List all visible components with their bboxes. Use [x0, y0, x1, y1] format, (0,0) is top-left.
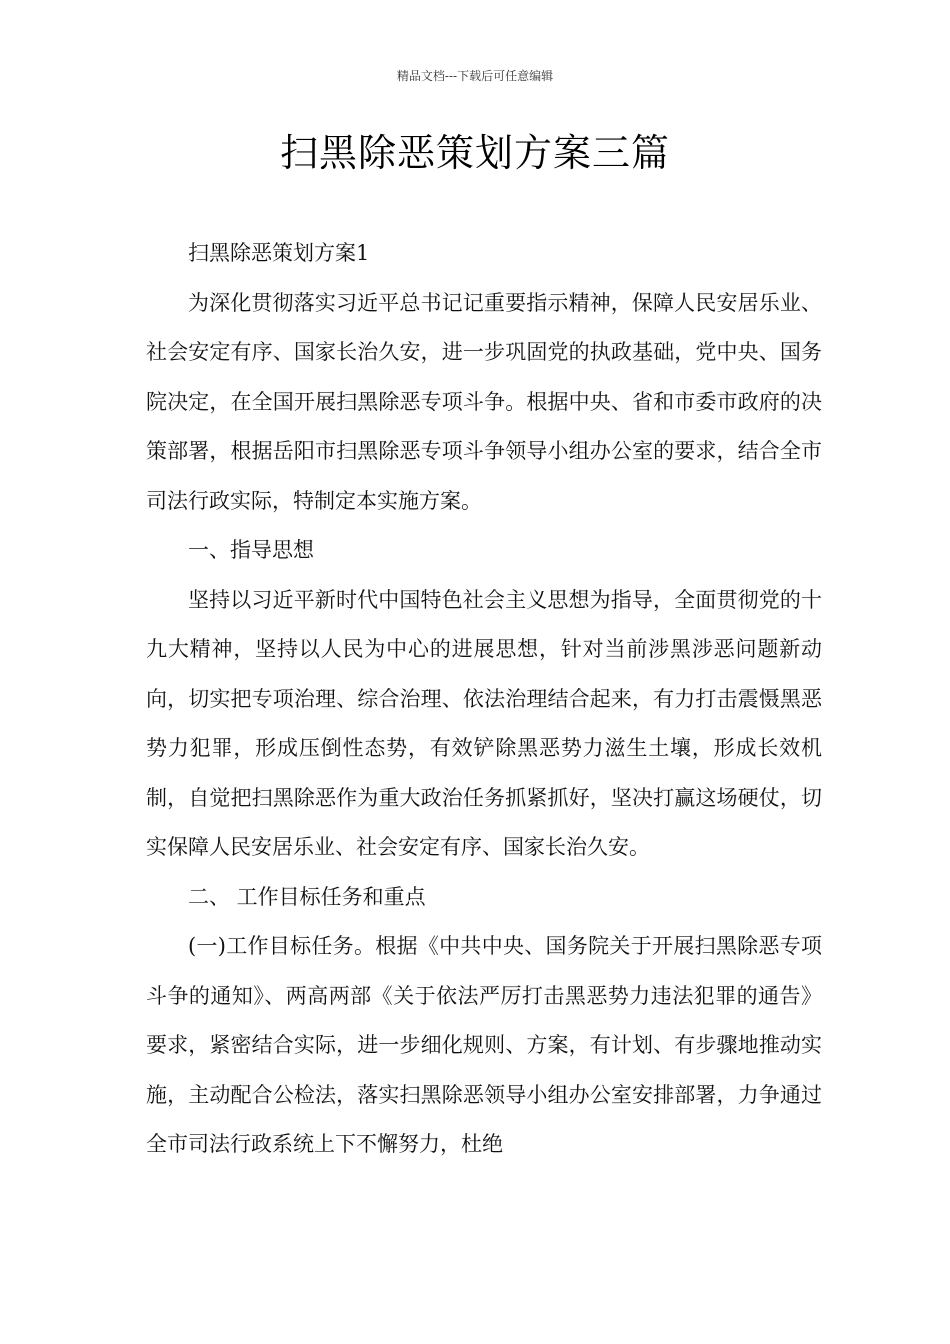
body-paragraph: (一)工作目标任务。根据《中共中央、国务院关于开展扫黑除恶专项斗争的通知》、两高两部《关于依法严厉打击黑恶势力违法犯罪的通告》要求，紧密结合实际，进一步细化规则、方案，有计划、有步骤地推动实施，主动配合公检法，落实扫黑除恶领导小组办公室安排部署，力争通过全市司法行政系统上下不懈努力，杜绝 [146, 934, 822, 1156]
body-paragraph: 坚持以习近平新时代中国特色社会主义思想为指导，全面贯彻党的十九大精神，坚持以人民为中心的进展思想，针对当前涉黑涉恶问题新动向，切实把专项治理、综合治理、依法治理结合起来，有力打击震慑黑恶势力犯罪，形成压倒性态势，有效铲除黑恶势力滋生土壤，形成长效机制，自觉把扫黑除恶作为重大政治任务抓紧抓好，坚决打赢这场硬仗，切实保障人民安居乐业、社会安定有序、国家长治久安。 [146, 587, 822, 859]
document-body [146, 229, 822, 1170]
section-heading: 一、指导思想 [188, 538, 314, 562]
body-paragraph: 为深化贯彻落实习近平总书记记重要指示精神，保障人民安居乐业、社会安定有序、国家长治久安，进一步巩固党的执政基础，党中央、国务院决定，在全国开展扫黑除恶专项斗争。根据中央、省和市委市政府的决策部署，根据岳阳市扫黑除恶专项斗争领导小组办公室的要求，结合全市司法行政实际，特制定本实施方案。 [146, 290, 822, 513]
section-subtitle: 扫黑除恶策划方案1 [188, 241, 370, 265]
header-note: 精品文档---下载后可任意编辑 [396, 69, 554, 83]
document-title: 扫黑除恶策划方案三篇 [279, 131, 670, 175]
section-heading: 二、 工作目标任务和重点 [188, 884, 426, 909]
